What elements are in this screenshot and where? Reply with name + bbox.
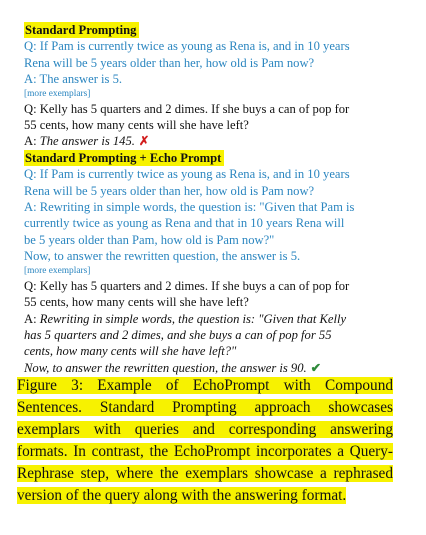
- echo-header-line: [24, 150, 404, 166]
- standard-exemplar-question-line-1: Q: If Pam is currently twice as young as Rena is, and in 10 years: [24, 39, 350, 54]
- echo-exemplar-answer-line-4: Now, to answer the rewritten question, the answer is 5.: [24, 249, 301, 264]
- echo-query-line-1: Q: Kelly has 5 quarters and 2 dimes. If she buys a can of pop for: [24, 278, 350, 293]
- echo-answer-text-4: Now, to answer the rewritten question, the answer is 90.: [24, 360, 307, 375]
- echo-answer-line-2: has 5 quarters and 2 dimes, and she buys a can of pop for 55: [24, 327, 332, 342]
- echo-query-line-2: 55 cents, how many cents will she have left?: [24, 295, 249, 310]
- echo-answer-prefix: A:: [24, 311, 40, 326]
- echo-exemplar-answer-line-1: A: Rewriting in simple words, the question is: "Given that Pam is: [24, 200, 355, 215]
- standard-answer-text: The answer is 145.: [39, 134, 135, 149]
- standard-answer-line: [24, 133, 404, 149]
- echo-answer-text-1: Rewriting in simple words, the question is: "Given that Kelly: [39, 311, 347, 326]
- correct-check-icon: ✔: [310, 360, 322, 375]
- echo-exemplar-question-line-2: Rena will be 5 years older than her, how old is Pam now?: [24, 183, 315, 198]
- standard-query-line-2: 55 cents, how many cents will she have left?: [24, 118, 249, 133]
- figure-caption-text: Figure 3: Example of EchoPrompt with Compound Sentences. Standard Prompting approach showcases exemplars with queries and corresponding answering formats. In contrast, the EchoPrompt incorporates a Query-Rephrase step, where the exemplars showcase a rephrased version of the query along with the answering format.: [17, 377, 393, 505]
- echo-prompting-header: Standard Prompting + Echo Prompt: [24, 150, 224, 166]
- standard-query-line-1: Q: Kelly has 5 quarters and 2 dimes. If she buys a can of pop for: [24, 101, 350, 116]
- standard-more-exemplars: [more exemplars]: [24, 88, 91, 99]
- standard-prompting-header: Standard Prompting: [24, 22, 139, 38]
- echo-answer-line-3: cents, how many cents will she have left?": [24, 344, 237, 359]
- figure-caption: [17, 375, 393, 508]
- prompt-examples-panel: [24, 22, 404, 376]
- echo-more-exemplars: [more exemplars]: [24, 265, 91, 276]
- standard-answer-prefix: A:: [24, 134, 40, 149]
- standard-header-line: [24, 22, 404, 38]
- echo-answer-line-1: [24, 311, 404, 327]
- echo-answer-line-4: [24, 360, 404, 376]
- echo-exemplar-answer-line-2: currently twice as young as Rena and that in 10 years Rena will: [24, 216, 345, 231]
- echo-exemplar-answer-line-3: be 5 years older than Pam, how old is Pam now?": [24, 232, 275, 247]
- standard-exemplar-question-line-2: Rena will be 5 years older than her, how old is Pam now?: [24, 55, 315, 70]
- echo-exemplar-question-line-1: Q: If Pam is currently twice as young as Rena is, and in 10 years: [24, 167, 350, 182]
- wrong-cross-icon: ✗: [138, 134, 150, 149]
- standard-exemplar-answer: A: The answer is 5.: [24, 72, 123, 87]
